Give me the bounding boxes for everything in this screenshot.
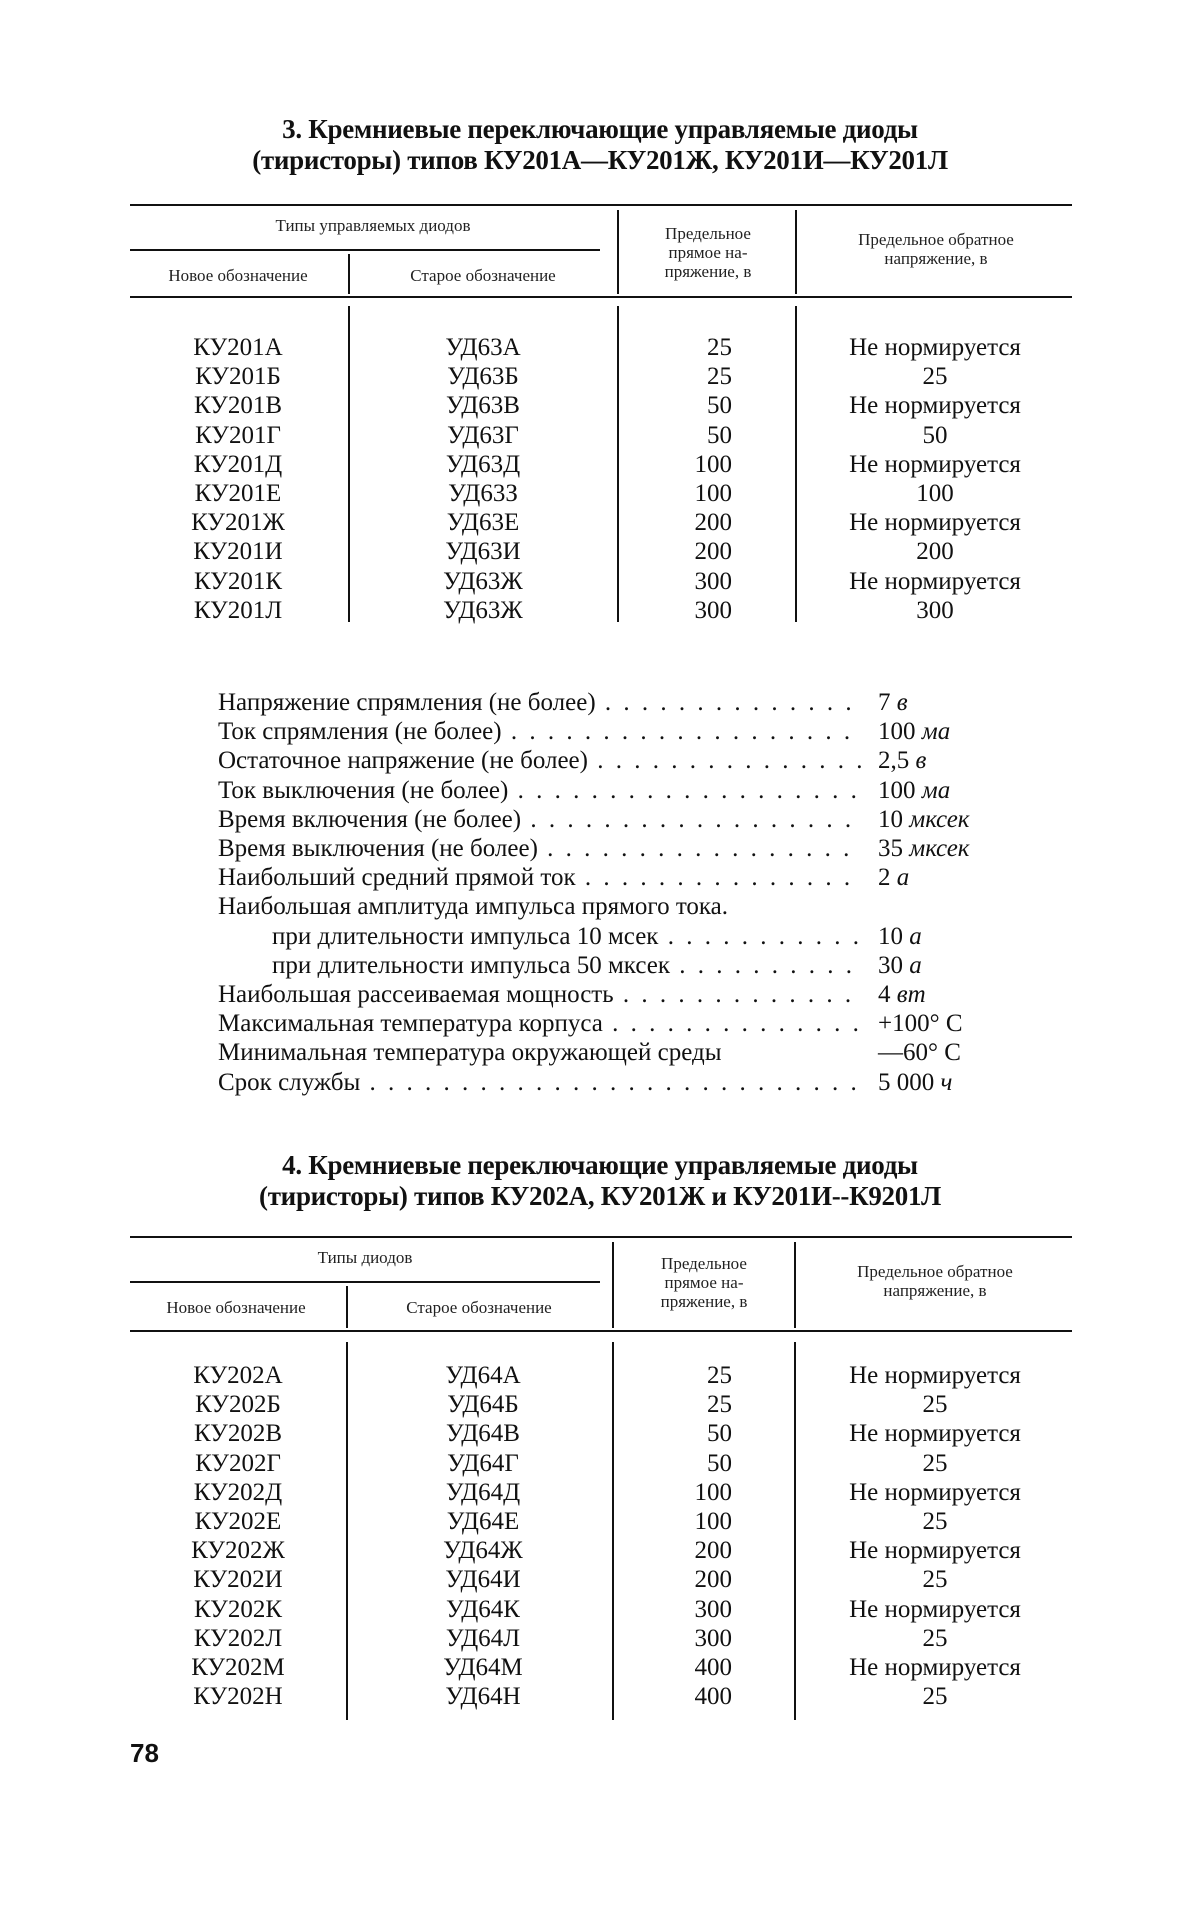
spec-label: Минимальная температура окружающей среды bbox=[218, 1038, 863, 1067]
spec-value: 10 bbox=[878, 806, 903, 833]
spec-item bbox=[218, 717, 1008, 746]
old-designation: УД64Д bbox=[350, 1478, 616, 1507]
new-designation: КУ201А bbox=[130, 333, 346, 362]
forward-voltage: 300 bbox=[620, 1595, 732, 1624]
header-line: прямое на- bbox=[614, 1273, 794, 1292]
spec-item bbox=[218, 1038, 1008, 1067]
new-designation: КУ202Ж bbox=[130, 1536, 346, 1565]
table3-top-rule bbox=[130, 204, 1072, 206]
spec-unit: а bbox=[909, 923, 922, 950]
spec-value-group bbox=[878, 688, 1028, 717]
forward-voltage: 100 bbox=[620, 1478, 732, 1507]
spec-value-group bbox=[878, 776, 1028, 805]
spec-item bbox=[218, 1009, 1008, 1038]
reverse-voltage: 25 bbox=[800, 1565, 1070, 1594]
new-designation: КУ201Б bbox=[130, 362, 346, 391]
table-row bbox=[0, 421, 1200, 450]
table-row bbox=[0, 596, 1200, 625]
table-row bbox=[0, 567, 1200, 596]
header-line: Предельное обратное bbox=[800, 230, 1072, 249]
forward-voltage: 400 bbox=[620, 1682, 732, 1711]
table-row bbox=[0, 1507, 1200, 1536]
forward-voltage: 50 bbox=[620, 1419, 732, 1448]
spec-value-group bbox=[878, 805, 1028, 834]
table4-title-line1: 4. Кремниевые переключающие управляемые диоды bbox=[0, 1150, 1200, 1181]
spec-unit: ма bbox=[922, 718, 950, 745]
old-designation: УД64К bbox=[350, 1595, 616, 1624]
spec-value: 2 bbox=[878, 864, 891, 891]
header-line: пряжение, в bbox=[614, 1292, 794, 1311]
old-designation: УД63З bbox=[350, 479, 616, 508]
forward-voltage: 25 bbox=[620, 1361, 732, 1390]
table4-top-rule bbox=[130, 1236, 1072, 1238]
spec-unit: а bbox=[909, 952, 922, 979]
reverse-voltage: Не нормируется bbox=[800, 1653, 1070, 1682]
new-designation: КУ202В bbox=[130, 1419, 346, 1448]
spec-unit: а bbox=[897, 864, 910, 891]
old-designation: УД64Н bbox=[350, 1682, 616, 1711]
table3-header-rule bbox=[130, 296, 1072, 298]
forward-voltage: 300 bbox=[620, 567, 732, 596]
header-line: Предельное bbox=[620, 224, 796, 243]
new-designation: КУ201Д bbox=[130, 450, 346, 479]
new-designation: КУ201К bbox=[130, 567, 346, 596]
spec-label: Срок службы . . . bbox=[218, 1068, 863, 1097]
spec-item bbox=[218, 805, 1008, 834]
forward-voltage: 200 bbox=[620, 537, 732, 566]
reverse-voltage: 25 bbox=[800, 1507, 1070, 1536]
forward-voltage: 50 bbox=[620, 1449, 732, 1478]
table4-col-new: Новое обозначение bbox=[128, 1298, 344, 1317]
header-line: напряжение, в bbox=[798, 1281, 1072, 1300]
table3-col-new: Новое обозначение bbox=[130, 266, 346, 285]
reverse-voltage: 100 bbox=[800, 479, 1070, 508]
table3-title-line2: (тиристоры) типов КУ201А—КУ201Ж, КУ201И—КУ201Л bbox=[0, 145, 1200, 176]
old-designation: УД64А bbox=[350, 1361, 616, 1390]
new-designation: КУ202Б bbox=[130, 1390, 346, 1419]
forward-voltage: 300 bbox=[620, 1624, 732, 1653]
new-designation: КУ201Ж bbox=[130, 508, 346, 537]
spec-item bbox=[218, 980, 1008, 1009]
table3-col-forward bbox=[620, 224, 796, 281]
table3-divider bbox=[348, 254, 350, 294]
forward-voltage: 25 bbox=[620, 333, 732, 362]
spec-label: Напряжение спрямления (не более) . . . bbox=[218, 688, 863, 717]
spec-unit: мксек bbox=[909, 806, 969, 833]
new-designation: КУ202И bbox=[130, 1565, 346, 1594]
spec-value: 100 bbox=[878, 718, 916, 745]
spec-item bbox=[218, 1068, 1008, 1097]
forward-voltage: 25 bbox=[620, 1390, 732, 1419]
new-designation: КУ201Е bbox=[130, 479, 346, 508]
spec-value: 7 bbox=[878, 689, 891, 716]
new-designation: КУ202Л bbox=[130, 1624, 346, 1653]
reverse-voltage: Не нормируется bbox=[800, 391, 1070, 420]
spec-label: при длительности импульса 50 мксек . . . bbox=[272, 951, 863, 980]
old-designation: УД64М bbox=[350, 1653, 616, 1682]
spec-value-group bbox=[878, 922, 1028, 951]
spec-unit: ма bbox=[922, 777, 950, 804]
spec-value-group bbox=[878, 746, 1028, 775]
new-designation: КУ202Д bbox=[130, 1478, 346, 1507]
new-designation: КУ201В bbox=[130, 391, 346, 420]
forward-voltage: 25 bbox=[620, 362, 732, 391]
spec-item bbox=[218, 746, 1008, 775]
old-designation: УД64И bbox=[350, 1565, 616, 1594]
spec-value: 35 bbox=[878, 835, 903, 862]
spec-unit: в bbox=[897, 689, 908, 716]
new-designation: КУ202Г bbox=[130, 1449, 346, 1478]
table-row bbox=[0, 1419, 1200, 1448]
spec-value-group bbox=[878, 1009, 1028, 1038]
spec-label: Ток спрямления (не более) . . . bbox=[218, 717, 863, 746]
spec-unit: вт bbox=[897, 981, 926, 1008]
table-row bbox=[0, 1595, 1200, 1624]
new-designation: КУ201Л bbox=[130, 596, 346, 625]
table4-header-rule bbox=[130, 1330, 1072, 1332]
spec-item bbox=[218, 688, 1008, 717]
old-designation: УД64Г bbox=[350, 1449, 616, 1478]
table-row bbox=[0, 479, 1200, 508]
old-designation: УД63А bbox=[350, 333, 616, 362]
table4-group-header: Типы диодов bbox=[130, 1248, 600, 1267]
header-line: напряжение, в bbox=[800, 249, 1072, 268]
table-row bbox=[0, 333, 1200, 362]
header-line: прямое на- bbox=[620, 243, 796, 262]
reverse-voltage: Не нормируется bbox=[800, 450, 1070, 479]
spec-value: 10 bbox=[878, 923, 903, 950]
header-line: Предельное обратное bbox=[798, 1262, 1072, 1281]
spec-value: 5 000 bbox=[878, 1069, 934, 1096]
old-designation: УД63Ж bbox=[350, 596, 616, 625]
reverse-voltage: 25 bbox=[800, 1624, 1070, 1653]
spec-label: при длительности импульса 10 мсек . . . bbox=[272, 922, 863, 951]
spec-value: 100 bbox=[878, 777, 916, 804]
table4-col-old: Старое обозначение bbox=[348, 1298, 610, 1317]
forward-voltage: 200 bbox=[620, 1565, 732, 1594]
spec-item bbox=[218, 863, 1008, 892]
reverse-voltage: 200 bbox=[800, 537, 1070, 566]
table-row bbox=[0, 508, 1200, 537]
spec-value-group bbox=[878, 1038, 1028, 1067]
spec-value-group bbox=[878, 980, 1028, 1009]
table3-group-header: Типы управляемых диодов bbox=[130, 216, 616, 235]
reverse-voltage: Не нормируется bbox=[800, 567, 1070, 596]
spec-value-group bbox=[878, 951, 1028, 980]
reverse-voltage: 25 bbox=[800, 1390, 1070, 1419]
table3-sub-rule bbox=[130, 249, 600, 251]
forward-voltage: 300 bbox=[620, 596, 732, 625]
table4-divider bbox=[346, 1286, 348, 1328]
table4-divider bbox=[794, 1242, 796, 1328]
new-designation: КУ201И bbox=[130, 537, 346, 566]
spec-value: +100° С bbox=[878, 1010, 963, 1037]
reverse-voltage: Не нормируется bbox=[800, 333, 1070, 362]
table-row bbox=[0, 1682, 1200, 1711]
table-row bbox=[0, 537, 1200, 566]
old-designation: УД63Д bbox=[350, 450, 616, 479]
spec-value: —60° С bbox=[878, 1039, 961, 1066]
spec-value: 30 bbox=[878, 952, 903, 979]
table-row bbox=[0, 450, 1200, 479]
forward-voltage: 50 bbox=[620, 391, 732, 420]
spec-value-group bbox=[878, 863, 1028, 892]
reverse-voltage: Не нормируется bbox=[800, 1595, 1070, 1624]
forward-voltage: 100 bbox=[620, 1507, 732, 1536]
table4-divider bbox=[612, 1242, 614, 1328]
spec-value: 4 bbox=[878, 981, 891, 1008]
reverse-voltage: Не нормируется bbox=[800, 1478, 1070, 1507]
reverse-voltage: Не нормируется bbox=[800, 1536, 1070, 1565]
table3-title-line1: 3. Кремниевые переключающие управляемые диоды bbox=[0, 114, 1200, 145]
new-designation: КУ201Г bbox=[130, 421, 346, 450]
old-designation: УД63Б bbox=[350, 362, 616, 391]
reverse-voltage: 25 bbox=[800, 1682, 1070, 1711]
forward-voltage: 400 bbox=[620, 1653, 732, 1682]
spec-label: Наибольшая рассеиваемая мощность . . . bbox=[218, 980, 863, 1009]
old-designation: УД64В bbox=[350, 1419, 616, 1448]
spec-label: Наибольший средний прямой ток . . . bbox=[218, 863, 863, 892]
table-row bbox=[0, 1536, 1200, 1565]
forward-voltage: 200 bbox=[620, 1536, 732, 1565]
spec-label: Ток выключения (не более) . . . bbox=[218, 776, 863, 805]
reverse-voltage: Не нормируется bbox=[800, 508, 1070, 537]
reverse-voltage: 50 bbox=[800, 421, 1070, 450]
spec-value-group bbox=[878, 834, 1028, 863]
spec-label: Время выключения (не более) . . . bbox=[218, 834, 863, 863]
table-row bbox=[0, 1565, 1200, 1594]
table4-title-line2: (тиристоры) типов КУ202А, КУ201Ж и КУ201И--К9201Л bbox=[0, 1181, 1200, 1212]
old-designation: УД64Ж bbox=[350, 1536, 616, 1565]
reverse-voltage: Не нормируется bbox=[800, 1361, 1070, 1390]
reverse-voltage: 300 bbox=[800, 596, 1070, 625]
reverse-voltage: 25 bbox=[800, 1449, 1070, 1478]
forward-voltage: 50 bbox=[620, 421, 732, 450]
forward-voltage: 200 bbox=[620, 508, 732, 537]
table-row bbox=[0, 1653, 1200, 1682]
spec-item bbox=[218, 892, 1008, 921]
table-row bbox=[0, 362, 1200, 391]
spec-unit: в bbox=[916, 747, 927, 774]
spec-label: Время включения (не более) . . . bbox=[218, 805, 863, 834]
old-designation: УД63В bbox=[350, 391, 616, 420]
new-designation: КУ202Н bbox=[130, 1682, 346, 1711]
old-designation: УД64Е bbox=[350, 1507, 616, 1536]
old-designation: УД63Е bbox=[350, 508, 616, 537]
reverse-voltage: 25 bbox=[800, 362, 1070, 391]
spec-item bbox=[218, 834, 1008, 863]
spec-unit: мксек bbox=[909, 835, 969, 862]
table-row bbox=[0, 1478, 1200, 1507]
header-line: Предельное bbox=[614, 1254, 794, 1273]
forward-voltage: 100 bbox=[620, 479, 732, 508]
table4-col-reverse bbox=[798, 1262, 1072, 1300]
table-row bbox=[0, 1361, 1200, 1390]
spec-label: Максимальная температура корпуса . . . bbox=[218, 1009, 863, 1038]
spec-label: Остаточное напряжение (не более) . . . bbox=[218, 746, 863, 775]
old-designation: УД63Ж bbox=[350, 567, 616, 596]
table-row bbox=[0, 1624, 1200, 1653]
new-designation: КУ202М bbox=[130, 1653, 346, 1682]
forward-voltage: 100 bbox=[620, 450, 732, 479]
table3-divider bbox=[617, 210, 619, 294]
table3-divider bbox=[795, 210, 797, 294]
old-designation: УД63И bbox=[350, 537, 616, 566]
spec-value-group bbox=[878, 717, 1028, 746]
spec-value: 2,5 bbox=[878, 747, 909, 774]
spec-item bbox=[218, 922, 1008, 951]
spec-item bbox=[218, 776, 1008, 805]
spec-item bbox=[218, 951, 1008, 980]
new-designation: КУ202Е bbox=[130, 1507, 346, 1536]
new-designation: КУ202К bbox=[130, 1595, 346, 1624]
spec-value-group bbox=[878, 1068, 1028, 1097]
header-line: пряжение, в bbox=[620, 262, 796, 281]
table-row bbox=[0, 391, 1200, 420]
table-row bbox=[0, 1390, 1200, 1419]
reverse-voltage: Не нормируется bbox=[800, 1419, 1070, 1448]
old-designation: УД63Г bbox=[350, 421, 616, 450]
old-designation: УД64Б bbox=[350, 1390, 616, 1419]
spec-unit: ч bbox=[941, 1069, 953, 1096]
table4-col-forward bbox=[614, 1254, 794, 1311]
new-designation: КУ202А bbox=[130, 1361, 346, 1390]
old-designation: УД64Л bbox=[350, 1624, 616, 1653]
table3-col-old: Старое обозначение bbox=[350, 266, 616, 285]
spec-label: Наибольшая амплитуда импульса прямого тока. bbox=[218, 892, 863, 921]
table3-col-reverse bbox=[800, 230, 1072, 268]
table-row bbox=[0, 1449, 1200, 1478]
page-number: 78 bbox=[130, 1738, 159, 1769]
table4-sub-rule bbox=[130, 1281, 600, 1283]
